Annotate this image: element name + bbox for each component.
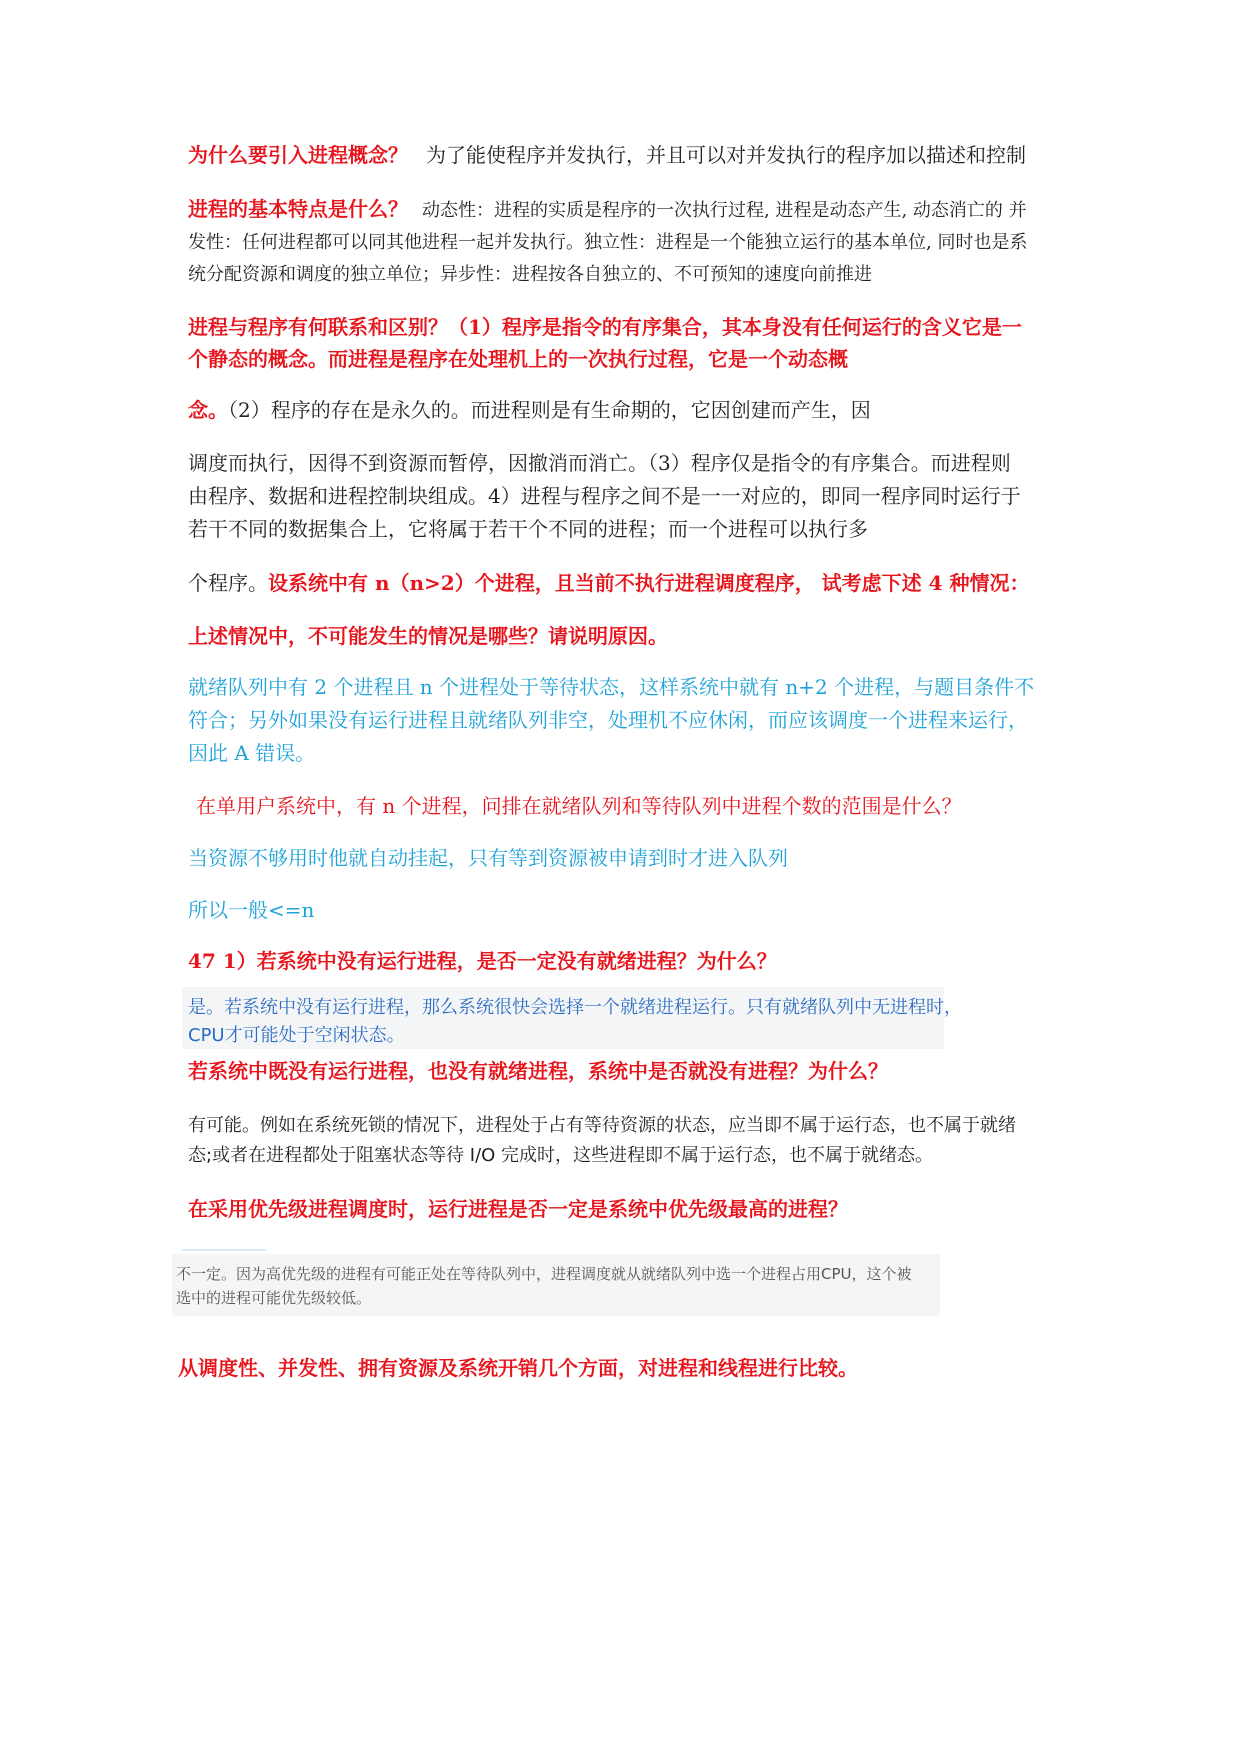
q4-answer-line2: 符合；另外如果没有运行进程且就绪队列非空，处理机不应休闲，而应该调度一个进程来运行， [188, 708, 1028, 732]
q6-answer-line2: CPU才可能处于空闲状态。 [188, 1025, 405, 1046]
q4-question: 上述情况中，不可能发生的情况是哪些？请说明原因。 [188, 624, 668, 648]
q6-question: 47 1）若系统中没有运行进程，是否一定没有就绪进程？为什么？ [188, 949, 777, 973]
q3-paragraph-b [188, 394, 1058, 423]
q6-answer-line1: 是。若系统中没有运行进程，那么系统很快会选择一个就绪进程运行。只有就绪队列中无进程时， [188, 997, 962, 1018]
q3-line3-rest: （2）程序的存在是永久的。而进程则是有生命期的，它因创建而产生，因 [228, 398, 871, 422]
q3-line5: 由程序、数据和进程控制块组成。4）进程与程序之间不是一一对应的，即同一程序同时运行于 [188, 484, 1021, 508]
q7-question: 若系统中既没有运行进程，也没有就绪进程，系统中是否就没有进程？为什么？ [188, 1059, 888, 1083]
q8-answer-line1: 不一定。因为高优先级的进程有可能正处在等待队列中，进程调度就从就绪队列中选一个进程占用CPU，这个被 [176, 1265, 912, 1283]
q1-answer: 为了能使程序并发执行，并且可以对并发执行的程序加以描述和控制 [426, 143, 1026, 167]
q1-paragraph [188, 139, 1058, 168]
q7-answer-line2: 态;或者在进程都处于阻塞状态等待 I/O 完成时，这些进程即不属于运行态，也不属于就绪态。 [188, 1145, 934, 1166]
q8-answer [176, 1262, 1046, 1310]
q3-line1: 进程与程序有何联系和区别？（1）程序是指令的有序集合，其本身没有任何运行的含义它是一 [188, 315, 1022, 339]
q6-answer [188, 994, 1058, 1050]
q5-question: 在单用户系统中，有 n 个进程，问排在就绪队列和等待队列中进程个数的范围是什么？ [196, 794, 962, 818]
q9-question: 从调度性、并发性、拥有资源及系统开销几个方面，对进程和线程进行比较。 [178, 1356, 858, 1380]
q4-answer [188, 671, 1058, 770]
q1-question: 为什么要引入进程概念？ [188, 143, 408, 167]
q2-answer-line3: 统分配资源和调度的独立单位；异步性：进程按各自独立的、不可预知的速度向前推进 [188, 264, 872, 285]
q2-answer-line2: 发性：任何进程都可以同其他进程一起并发执行。独立性：进程是一个能独立运行的基本单位, 同时也是系 [188, 232, 1028, 253]
q2-answer-line1: 动态性：进程的实质是程序的一次执行过程, 进程是动态产生, 动态消亡的 并 [422, 200, 1027, 221]
q8-question: 在采用优先级进程调度时，运行进程是否一定是系统中优先级最高的进程？ [188, 1197, 848, 1221]
q8-answer-line2: 选中的进程可能优先级较低。 [176, 1289, 372, 1307]
q3-line4: 调度而执行，因得不到资源而暂停，因撤消而消亡。（3）程序仅是指令的有序集合。而进程则 [188, 451, 1011, 475]
q3-line6: 若干不同的数据集合上，它将属于若干个不同的进程；而一个进程可以执行多 [188, 517, 868, 541]
q3-paragraph-a [188, 311, 1058, 375]
q3-line2: 个静态的概念。而进程是程序在处理机上的一次执行过程，它是一个动态概 [188, 347, 848, 371]
q5-answer-line1: 当资源不够用时他就自动挂起，只有等到资源被申请到时才进入队列 [188, 846, 788, 870]
q3-paragraph-d [188, 567, 1058, 596]
q3-line3-red: 念。 [188, 398, 228, 422]
q4-answer-line3: 因此 A 错误。 [188, 741, 316, 765]
q3-line7-red: 设系统中有 n（n>2）个进程，且当前不执行进程调度程序， 试考虑下述 4 种情况： [268, 571, 1030, 595]
q8-answer-accent [182, 1249, 266, 1251]
q2-question: 进程的基本特点是什么？ [188, 197, 408, 221]
q5-answer-line2: 所以一般<=n [188, 898, 315, 922]
q3-line7-black: 个程序。 [188, 571, 268, 595]
q7-answer [188, 1111, 1058, 1171]
q4-answer-line1: 就绪队列中有 2 个进程且 n 个进程处于等待状态，这样系统中就有 n+2 个进程，与题目条件不 [188, 675, 1035, 699]
q2-paragraph [188, 193, 1058, 291]
q3-paragraph-c [188, 447, 1058, 546]
q7-answer-line1: 有可能。例如在系统死锁的情况下，进程处于占有等待资源的状态，应当即不属于运行态，也不属于就绪 [188, 1115, 1016, 1136]
